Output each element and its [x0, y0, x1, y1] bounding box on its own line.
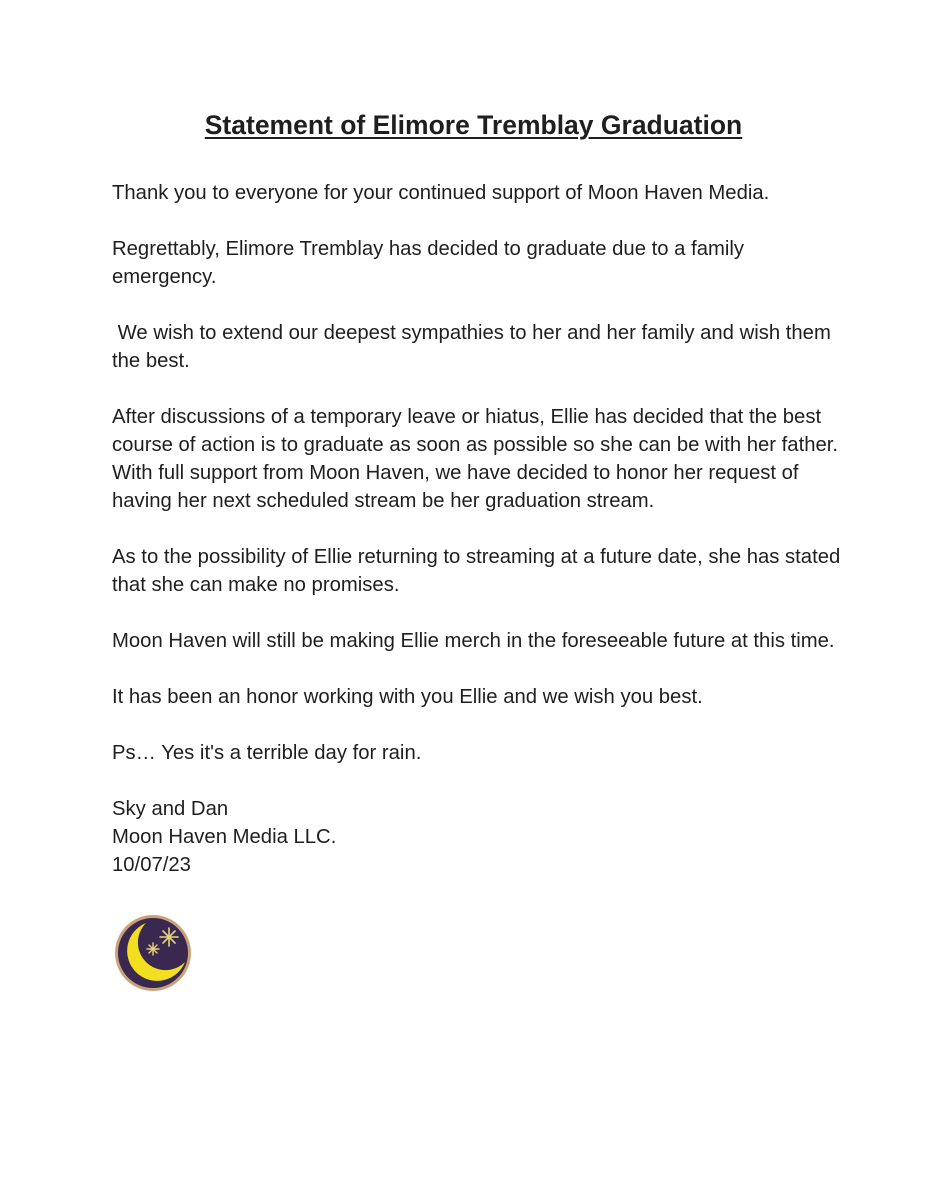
paragraph-graduation: Regrettably, Elimore Tremblay has decided to graduate due to a family emergency.	[112, 238, 745, 288]
paragraph-discussion: After discussions of a temporary leave or hiatus, Ellie has decided that the best course of action is to graduate as soon as possible so she can be with her father. With full support from Moon Haven, we have decided to honor her request of having her next scheduled stream be her graduation stream.	[112, 406, 839, 512]
paragraph-return: As to the possibility of Ellie returning to streaming at a future date, she has stated that she can make no promises.	[112, 546, 841, 596]
moon-haven-logo-icon	[114, 914, 192, 992]
paragraph-honor: It has been an honor working with you Ellie and we wish you best.	[112, 686, 703, 708]
signature-company: Moon Haven Media LLC.	[112, 826, 337, 848]
large-star-icon	[160, 928, 178, 946]
paragraph-sympathies: We wish to extend our deepest sympathies to her and her family and wish them the best.	[112, 322, 837, 372]
small-star-icon	[147, 943, 159, 955]
signature-names: Sky and Dan	[112, 798, 229, 820]
paragraph-ps: Ps… Yes it's a terrible day for rain.	[112, 742, 422, 764]
paragraph-merch: Moon Haven will still be making Ellie merch in the foreseeable future at this time.	[112, 630, 835, 652]
page-title: Statement of Elimore Tremblay Graduation	[204, 110, 743, 140]
paragraph-thanks: Thank you to everyone for your continued support of Moon Haven Media.	[112, 182, 770, 204]
statement-body	[112, 179, 842, 879]
signature-date: 10/07/23	[112, 854, 191, 876]
